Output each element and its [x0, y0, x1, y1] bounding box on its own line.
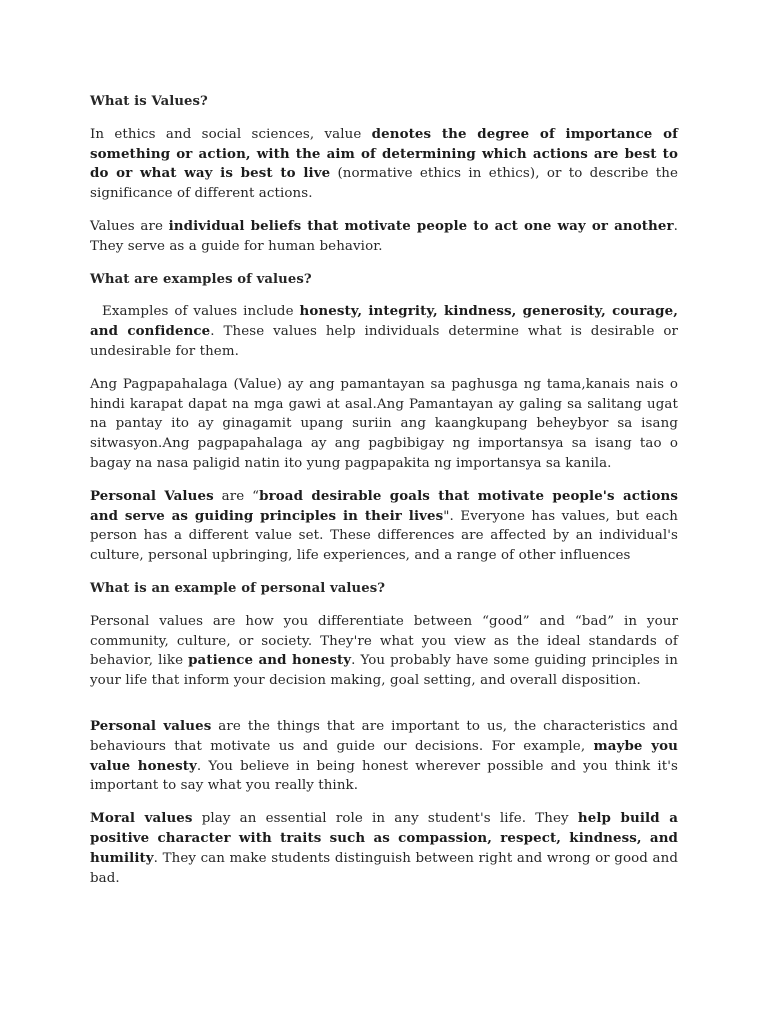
paragraph-value-definition	[90, 125, 678, 204]
text-span: . They can make students distinguish between right and wrong or good and bad.	[90, 850, 678, 886]
text-span: are “	[213, 488, 260, 504]
text-span: Examples of values include	[102, 304, 300, 320]
paragraph-values-beliefs	[90, 217, 678, 257]
paragraph-personal-values-honesty	[90, 717, 678, 796]
heading-example-personal-values: What is an example of personal values?	[90, 580, 386, 596]
bold-text: Moral values	[90, 810, 193, 827]
text-span: . They serve as a guide for human behavior.	[90, 218, 678, 254]
bold-text: broad desirable goals that motivate people's actions and serve as guiding principles in their lives	[90, 487, 678, 524]
bold-text: denotes the degree of importance of something or action, with the aim of determining which actions are best to do or what way is best to live	[90, 125, 678, 182]
document-page	[90, 92, 678, 901]
paragraph-personal-values-definition	[90, 487, 678, 566]
text-span: . These values help individuals determine what is desirable or undesirable for them.	[90, 324, 678, 359]
heading-what-is-values: What is Values?	[90, 94, 208, 109]
bold-text: help build a positive character with traits such as compassion, respect, kindness, and humility	[90, 810, 679, 866]
paragraph-pagpapahalaga: Ang Pagpapahalaga (Value) ay ang pamantayan sa paghusga ng tama,kanais nais o hindi karapat dapat na mga gawi at asal.Ang Pamantayan ay galing sa salitang ugat na pantay ito ay ginagamit upang suriin ang kaangkupang beheybyor sa isang sitwasyon.Ang pagpapahalaga ay ang pagbibigay ng importansya sa isang tao o bagay na nasa paligid natin ito yung pagpapakita ng importansya sa kanila.	[90, 376, 678, 471]
text-span: In ethics and social sciences, value	[90, 126, 372, 142]
paragraph-personal-values-good-bad	[90, 612, 678, 691]
text-span: play an essential role in any student's life. They	[192, 811, 578, 827]
text-span: are the things that are important to us, the characteristics and behaviours that motivate us and guide our decisions. For example,	[90, 718, 678, 754]
text-span: (normative ethics in ethics), or to describe the significance of different actions.	[90, 166, 678, 202]
bold-text: individual beliefs that motivate people to act one way or another	[168, 217, 674, 234]
bold-text: patience and honesty	[188, 652, 352, 669]
bold-text: honesty, integrity, kindness, generosity, courage, and confidence	[90, 303, 679, 340]
text-span: . You believe in being honest wherever possible and you think it's important to say what you really think.	[90, 758, 678, 794]
text-span: . You probably have some guiding principles in your life that inform your decision making, goal setting, and overall disposition.	[90, 653, 678, 689]
bold-text: maybe you value honesty	[90, 737, 678, 774]
spacer	[90, 704, 678, 717]
bold-text: Personal values	[90, 717, 212, 734]
text-span: Values are	[90, 218, 169, 234]
paragraph-moral-values	[90, 809, 678, 888]
paragraph-examples	[90, 302, 678, 361]
bold-text: Personal Values	[90, 487, 214, 504]
text-span: ". Everyone has values, but each person has a different value set. These differences are affected by an individual's culture, personal upbringing, life experiences, and a range of other influences	[90, 508, 678, 564]
heading-examples-of-values: What are examples of values?	[90, 271, 312, 287]
text-span: Personal values are how you differentiate between “good” and “bad” in your community, culture, or society. They're what you view as the ideal standards of behavior, like	[90, 613, 678, 669]
